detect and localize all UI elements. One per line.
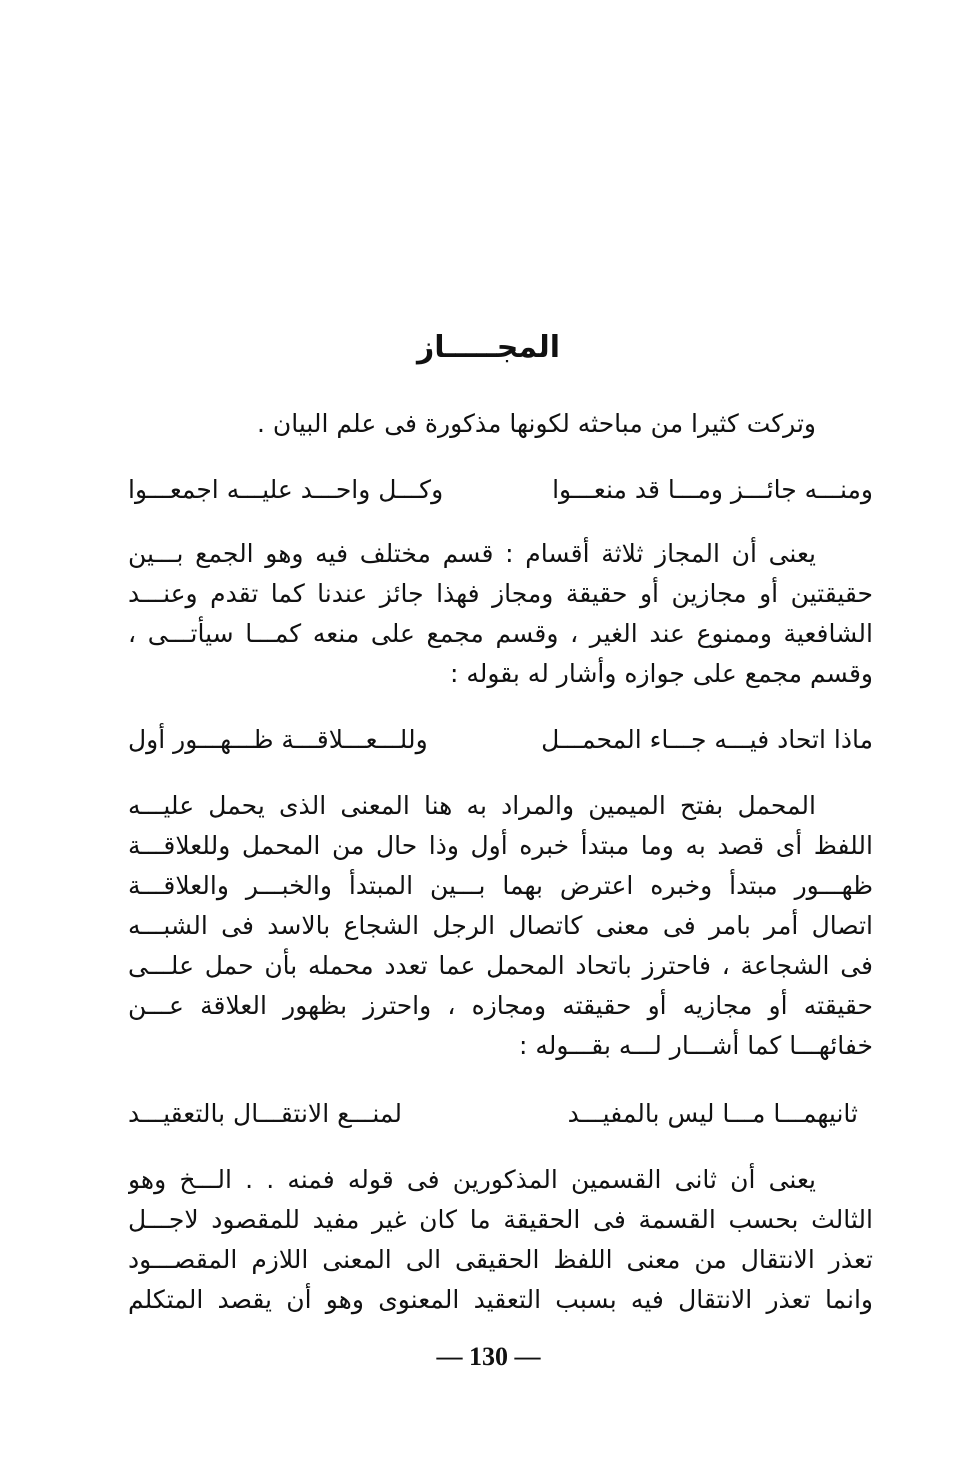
paragraph-3-line: تعذر الانتقال من معنى اللفظ الحقيقى الى المعنى اللازم المقصـــود: [128, 1245, 873, 1274]
verse-2: [128, 720, 873, 760]
verse-3: [128, 1094, 858, 1134]
paragraph-2-line: فى الشجاعة ، فاحترز باتحاد المحمل عما تعدد محمله بأن حمل علـــى: [128, 951, 873, 980]
paragraph-2-line: ظهـــور مبتدأ وخبره اعترض بهما بـــين المبتدأ والخبـــر والعلاقـــة: [128, 871, 873, 900]
paragraph-2-line: اللفظ أى قصد به وما مبتدأ خبره أول وذا حال من المحمل وللعلاقـــة: [128, 831, 873, 860]
verse-1-right-hemistich: ومنـــه جائـــز ومـــا قد منعـــوا: [552, 475, 873, 504]
verse-1-left-hemistich: وكـــل واحـــد عليـــه اجمعـــوا: [128, 475, 444, 504]
verse-3-right-hemistich: ثانيهمـــا مـــا ليس بالمفيـــد: [567, 1099, 858, 1128]
page-number: — 130 —: [436, 1342, 541, 1371]
paragraph-1-line: وقسم مجمع على جوازه وأشار له بقوله :: [449, 659, 873, 688]
verse-2-right-hemistich: ماذا اتحاد فيـــه جـــاء المحمـــل: [541, 725, 873, 754]
verse-3-left-hemistich: لمنـــع الانتقـــال بالتعقيـــد: [128, 1099, 402, 1128]
page-title: المجـــــاز: [416, 330, 561, 365]
paragraph-2-line: اتصال أمر بامر فى معنى كاتصال الرجل الشجاع بالاسد فى الشبـــه: [128, 911, 873, 940]
paragraph-3-line: يعنى أن ثانى القسمين المذكورين فى قوله فمنه . . الـــخ وهو: [128, 1165, 816, 1194]
verse-1: [128, 470, 873, 510]
paragraph-1-line: حقيقتين أو مجازين أو حقيقة ومجاز فهذا جائز عندنا كما تقدم وعنـــد: [128, 579, 873, 608]
paragraph-3-line: وانما تعذر الانتقال فيه بسبب التعقيد المعنوى وهو أن يقصد المتكلم: [128, 1285, 873, 1314]
paragraph-2-line: حقيقته أو مجازيه أو حقيقته ومجازه ، واحترز بظهور العلاقة عـــن: [128, 991, 873, 1020]
paragraph-2-line: المحمل بفتح الميمين والمراد به هنا المعنى الذى يحمل عليـــه: [128, 791, 816, 820]
paragraph-1-line: يعنى أن المجاز ثلاثة أقسام : قسم مختلف فيه وهو الجمع بـــين: [128, 539, 816, 568]
paragraph-2-line: خفائهـــا كما أشـــار لـــه بقـــوله :: [519, 1031, 873, 1060]
paragraph-3-line: الثالث بحسب القسمة فى الحقيقة ما كان غير مفيد للمقصود لاجـــل: [128, 1205, 873, 1234]
verse-2-left-hemistich: وللـــعـــلاقـــة ظـــهـــور أول: [128, 725, 428, 754]
intro-line: وتركت كثيرا من مباحثه لكونها مذكورة فى علم البيان .: [256, 409, 816, 438]
paragraph-1-line: الشافعية وممنوع عند الغير ، وقسم مجمع على منعه كمـــا سيأتـــى ،: [128, 619, 873, 648]
